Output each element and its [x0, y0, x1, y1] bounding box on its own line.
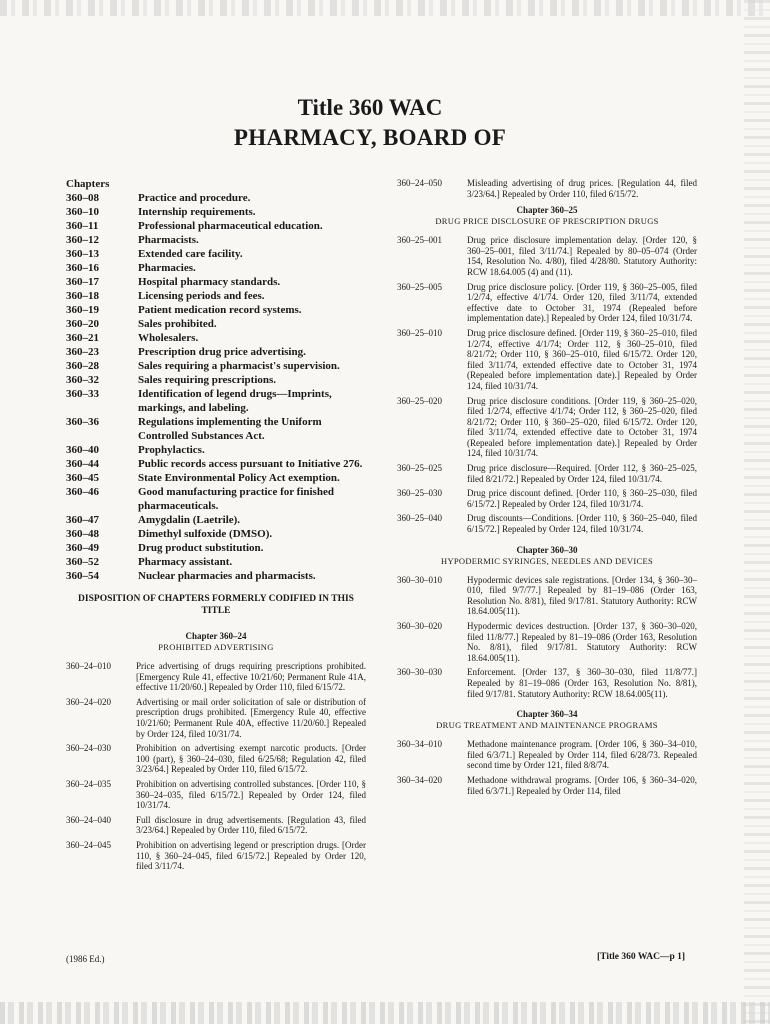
section-text: Enforcement. [Order 137, § 360–30–030, filed 11/8/77.] Repealed by 81–19–086 (Order 163, Resolution No. 8/81), filed 9/17/81. Statutory Authority: RCW 18.64.005(11). — [467, 667, 697, 699]
chapter-number: 360–19 — [66, 304, 99, 316]
section-row — [397, 621, 697, 663]
chapter-number: 360–32 — [66, 374, 99, 386]
page-number: [Title 360 WAC—p 1] — [597, 952, 686, 962]
chapter-number: 360–18 — [66, 290, 99, 302]
section-text: Prohibition on advertising controlled substances. [Order 110, § 360–24–035, filed 6/15/72.] Repealed by Order 124, filed 10/31/74. — [136, 778, 366, 811]
chapter-row — [66, 373, 366, 387]
chapter-number: 360–45 — [66, 472, 99, 484]
section-text: Drug price disclosure conditions. [Order 119, § 360–25–020, filed 1/2/74, effective 4/1/74; Order 112, § 360–25–020, filed 8/21/72; Order 110, § 360–25–020, filed 6/15/72. Order 120, filed 3/11/74, extended effective date to October 31, 1974 (Repealed before implementation date).] Repealed by Order 124, filed 10/31/74. — [467, 395, 697, 459]
chapters-heading: Chapters — [66, 178, 110, 190]
chapter-label: Chapter 360–25 — [516, 205, 578, 216]
chapter-number: 360–20 — [66, 318, 99, 330]
section-row — [397, 396, 697, 460]
section-number: 360–30–030 — [397, 667, 442, 678]
chapters-list — [66, 191, 366, 583]
section-text: Drug price disclosure defined. [Order 119, § 360–25–010, filed 1/2/74, effective 4/1/74; Order 112, § 360–25–010, filed 8/21/72; Order 110, § 360–25–010, filed 6/15/72. Order 120, filed 3/11/74, extended effective date to October 31, 1974 (Repealed before implementation date).] Repealed by Order 124, filed 10/31/74. — [467, 327, 697, 391]
chapter-title: Sales requiring a pharmacist's supervision. — [138, 360, 340, 372]
chapter-number: 360–33 — [66, 388, 99, 400]
chapter-row — [66, 205, 366, 219]
chapter-title: Pharmacists. — [138, 234, 199, 246]
section-text: Drug price disclosure—Required. [Order 112, § 360–25–025, filed 8/21/72.] Repealed by Order 124, filed 10/31/74. — [467, 463, 697, 484]
section-number: 360–24–030 — [66, 743, 111, 754]
chapter-title: Wholesalers. — [138, 332, 199, 344]
chapter-title: Prophylactics. — [138, 444, 205, 456]
section-text: Methadone withdrawal programs. [Order 106, § 360–34–020, filed 6/3/71.] Repealed by Order 114, filed — [467, 774, 697, 796]
section-list-360-25 — [397, 235, 697, 534]
chapter-title: Practice and procedure. — [138, 192, 251, 204]
section-list-360-24-cont — [397, 178, 697, 199]
chapter-row — [66, 415, 366, 443]
chapter-title: Professional pharmaceutical education. — [138, 220, 323, 232]
chapter-number: 360–46 — [66, 486, 99, 498]
chapter-title: Licensing periods and fees. — [138, 290, 265, 302]
section-number: 360–24–010 — [66, 661, 111, 671]
chapter-row — [66, 247, 366, 261]
chapter-number: 360–17 — [66, 276, 99, 288]
section-list-360-24 — [66, 661, 366, 872]
chapter-title: Dimethyl sulfoxide (DMSO). — [138, 528, 273, 540]
chapter-title: Sales requiring prescriptions. — [138, 374, 277, 386]
chapter-row — [66, 513, 366, 527]
chapter-title: Amygdalin (Laetrile). — [138, 514, 241, 526]
chapter-number: 360–11 — [66, 220, 99, 232]
section-text: Advertising or mail order solicitation of sale or distribution of prescription drugs prohibited. [Emergency Rule 40, effective 10/21/60; Permanent Rule 40A, effective 11/20/60.] Repealed by Order 124, filed 10/31/74. — [136, 696, 366, 739]
section-text: Full disclosure in drug advertisements. [Regulation 43, filed 3/23/64.] Repealed by Order 110, filed 6/15/72. — [136, 814, 366, 836]
chapter-number: 360–10 — [66, 206, 99, 218]
chapter-title: Public records access pursuant to Initiative 276. — [138, 458, 363, 470]
section-row — [397, 513, 697, 534]
chapter-number: 360–48 — [66, 528, 99, 540]
title-line-2: PHARMACY, BOARD OF — [233, 125, 507, 150]
title-line-1: Title 360 WAC — [297, 95, 443, 120]
section-row — [66, 840, 366, 872]
section-number: 360–25–020 — [397, 395, 442, 406]
chapter-title: Internship requirements. — [138, 206, 256, 218]
chapter-row — [66, 303, 366, 317]
section-text: Hypodermic devices sale registrations. [Order 134, § 360–30–010, filed 9/7/77.] Repealed by 81–19–086 (Order 163, Resolution No. 8/81), filed 9/17/81. Statutory Authority: RCW 18.64.005(11). — [467, 574, 697, 617]
title-block — [0, 94, 740, 152]
section-text: Misleading advertising of drug prices. [Regulation 44, filed 3/23/64.] Repealed by Order 110, filed 6/15/72. — [467, 178, 697, 199]
chapter-number: 360–47 — [66, 514, 99, 526]
chapter-title: Nuclear pharmacies and pharmacists. — [138, 570, 316, 582]
section-text: Drug price disclosure implementation delay. [Order 120, § 360–25–001, filed 3/11/74.] Repealed by 80–05–074 (Order 154, Resolution No. 4/80), filed 4/28/80. Statutory Authority: RCW 18.64.005 (4) and (11). — [467, 235, 697, 277]
chapter-row — [66, 219, 366, 233]
chapter-title: Patient medication record systems. — [138, 304, 302, 316]
section-number: 360–30–020 — [397, 621, 442, 631]
chapter-title: Hospital pharmacy standards. — [138, 276, 281, 288]
chapter-number: 360–21 — [66, 332, 99, 344]
chapter-number: 360–12 — [66, 234, 99, 246]
chapter-subtitle: HYPODERMIC SYRINGES, NEEDLES AND DEVICES — [441, 555, 653, 566]
section-number: 360–24–045 — [66, 839, 111, 850]
chapter-number: 360–40 — [66, 444, 99, 456]
chapter-number: 360–44 — [66, 458, 99, 470]
chapter-title: Identification of legend drugs—Imprints, markings, and labeling. — [138, 388, 332, 414]
section-row — [66, 697, 366, 739]
chapter-subtitle: PROHIBITED ADVERTISING — [158, 642, 274, 652]
section-row — [397, 282, 697, 324]
section-row — [397, 463, 697, 484]
section-number: 360–24–050 — [397, 178, 442, 188]
section-text: Hypodermic devices destruction. [Order 137, § 360–30–020, filed 11/8/77.] Repealed by 81–19–086 (Order 163, Resolution No. 8/81), filed 9/17/81. Statutory Authority: RCW 18.64.005(11). — [467, 621, 697, 663]
chapter-row — [66, 191, 366, 205]
chapter-title: Sales prohibited. — [138, 318, 217, 330]
section-number: 360–24–020 — [66, 696, 111, 707]
right-column — [397, 178, 697, 800]
section-row — [66, 815, 366, 836]
chapter-label: Chapter 360–24 — [185, 631, 247, 641]
section-row — [397, 328, 697, 392]
chapter-number: 360–13 — [66, 248, 99, 260]
chapter-row — [66, 527, 366, 541]
section-list-360-34 — [397, 739, 697, 796]
section-number: 360–34–020 — [397, 774, 442, 785]
chapter-title: Pharmacies. — [138, 262, 196, 274]
chapter-title: State Environmental Policy Act exemption. — [138, 472, 340, 484]
chapter-row — [66, 261, 366, 275]
section-number: 360–25–005 — [397, 281, 442, 292]
scan-artifact-top — [0, 0, 770, 16]
section-number: 360–25–030 — [397, 488, 442, 499]
chapter-row — [66, 275, 366, 289]
chapter-number: 360–36 — [66, 416, 99, 428]
section-number: 360–25–025 — [397, 463, 442, 474]
disposition-heading: DISPOSITION OF CHAPTERS FORMERLY CODIFIED IN THIS TITLE — [78, 594, 354, 616]
section-text: Prohibition on advertising exempt narcotic products. [Order 100 (part), § 360–24–030, filed 6/25/68; Regulation 42, filed 3/23/64.] Repealed by Order 110, filed 6/15/72. — [136, 743, 366, 775]
chapter-row — [66, 471, 366, 485]
chapter-row — [66, 443, 366, 457]
left-column — [66, 178, 366, 876]
chapter-number: 360–23 — [66, 346, 99, 358]
chapter-row — [66, 331, 366, 345]
chapter-row — [66, 569, 366, 583]
section-number: 360–30–010 — [397, 574, 442, 585]
section-row — [397, 235, 697, 277]
section-row — [397, 667, 697, 699]
chapter-title: Pharmacy assistant. — [138, 556, 233, 568]
chapter-row — [66, 485, 366, 513]
chapter-title: Good manufacturing practice for finished pharmaceuticals. — [138, 486, 334, 512]
section-number: 360–25–001 — [397, 235, 442, 246]
chapter-row — [66, 555, 366, 569]
section-number: 360–25–010 — [397, 327, 442, 338]
section-number: 360–24–040 — [66, 814, 111, 825]
section-row — [397, 178, 697, 199]
chapter-title: Prescription drug price advertising. — [138, 346, 306, 358]
section-text: Price advertising of drugs requiring prescriptions prohibited. [Emergency Rule 41, effective 10/21/60; Permanent Rule 41A, effective 11/20/60.] Repealed by Order 110, filed 6/15/72. — [136, 661, 366, 693]
chapter-title: Extended care facility. — [138, 248, 243, 260]
chapter-row — [66, 541, 366, 555]
chapter-subtitle: DRUG TREATMENT AND MAINTENANCE PROGRAMS — [436, 720, 658, 731]
scan-artifact-right — [744, 0, 770, 1024]
chapter-number: 360–16 — [66, 262, 99, 274]
chapter-title: Drug product substitution. — [138, 542, 264, 554]
section-row — [397, 775, 697, 796]
section-number: 360–25–040 — [397, 513, 442, 524]
section-text: Prohibition on advertising legend or prescription drugs. [Order 110, § 360–24–045, filed 6/15/72.] Repealed by Order 120, filed 3/11/74. — [136, 839, 366, 872]
section-list-360-30 — [397, 575, 697, 700]
scan-artifact-bottom — [0, 1002, 770, 1024]
chapter-row — [66, 317, 366, 331]
chapter-title: Regulations implementing the Uniform Controlled Substances Act. — [138, 416, 322, 442]
chapter-number: 360–08 — [66, 192, 99, 204]
section-text: Drug discounts—Conditions. [Order 110, § 360–25–040, filed 6/15/72.] Repealed by Order 124, filed 10/31/74. — [467, 513, 697, 535]
chapter-row — [66, 289, 366, 303]
section-row — [66, 661, 366, 693]
section-text: Drug price discount defined. [Order 110, § 360–25–030, filed 6/15/72.] Repealed by Order 124, filed 10/31/74. — [467, 488, 697, 509]
section-row — [397, 739, 697, 771]
chapter-label: Chapter 360–30 — [516, 544, 578, 555]
chapter-subtitle: DRUG PRICE DISCLOSURE OF PRESCRIPTION DRUGS — [435, 216, 659, 227]
chapter-row — [66, 345, 366, 359]
chapter-number: 360–52 — [66, 556, 99, 568]
chapter-number: 360–49 — [66, 542, 99, 554]
edition-note: (1986 Ed.) — [66, 954, 105, 964]
chapter-row — [66, 233, 366, 247]
chapter-row — [66, 457, 366, 471]
section-number: 360–24–035 — [66, 778, 111, 789]
chapter-label: Chapter 360–34 — [516, 709, 578, 720]
section-text: Drug price disclosure policy. [Order 119, § 360–25–005, filed 1/2/74, effective 4/1/74. Order 120, filed 3/11/74, extended effective date to October 31, 1974 (Repealed before implementation date).] Repealed by Order 124, filed 10/31/74. — [467, 281, 697, 324]
chapter-row — [66, 387, 366, 415]
chapter-number: 360–28 — [66, 360, 99, 372]
section-row — [397, 575, 697, 617]
section-text: Methadone maintenance program. [Order 106, § 360–34–010, filed 6/3/71.] Repealed by Order 114, filed 6/28/73. Repealed second time by Order 121, filed 8/8/74. — [467, 739, 697, 771]
section-row — [66, 743, 366, 775]
chapter-row — [66, 359, 366, 373]
section-row — [397, 488, 697, 509]
section-number: 360–34–010 — [397, 739, 442, 750]
section-row — [66, 779, 366, 811]
chapter-number: 360–54 — [66, 570, 99, 582]
